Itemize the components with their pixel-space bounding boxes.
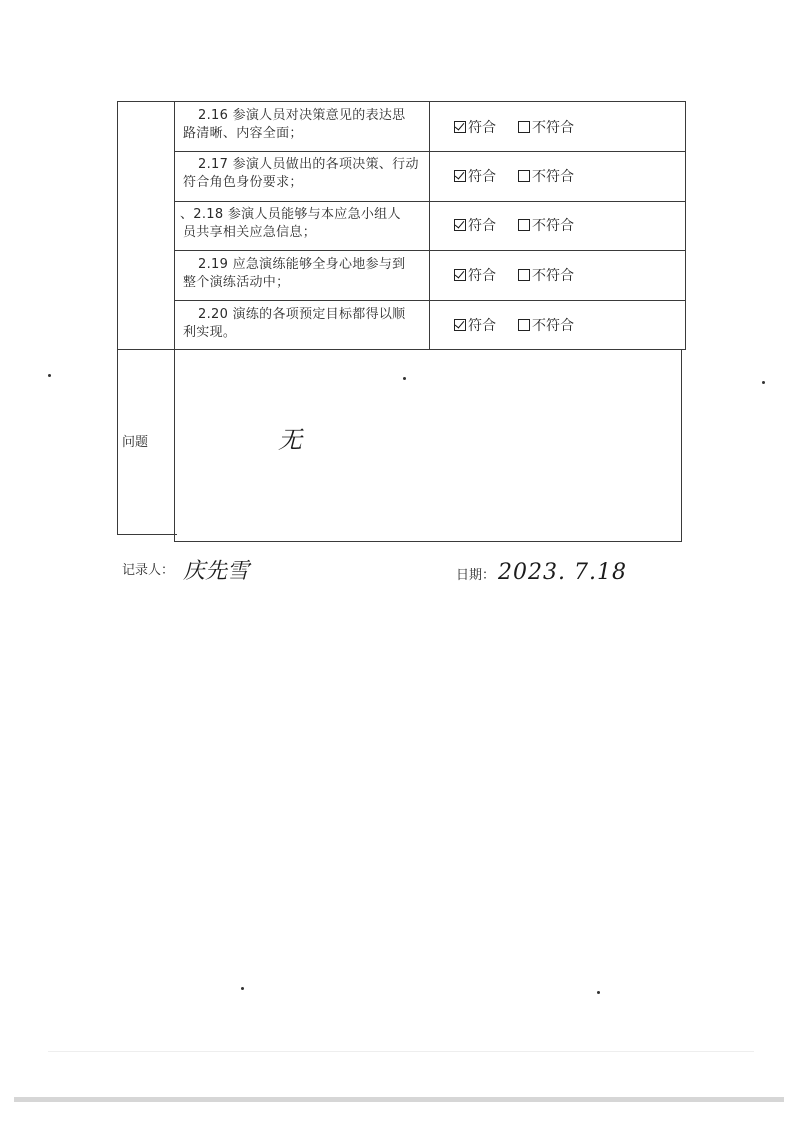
option-compliant-label: 符合 [468, 120, 496, 136]
recorder-signature: 庆先雪 [183, 559, 250, 584]
table-row-text: 利实现。 [183, 325, 237, 340]
table-border-bottom-right [174, 541, 682, 542]
checked-checkbox-icon[interactable] [454, 269, 466, 281]
table-row-text: 、2.18 参演人员能够与本应急小组人 [180, 207, 401, 222]
checked-checkbox-icon[interactable] [454, 319, 466, 331]
col-separator-1 [174, 101, 175, 542]
compliance-options [454, 117, 574, 137]
table-border-right [685, 101, 686, 350]
table-row-text: 符合角色身份要求； [183, 175, 303, 190]
option-compliant-label: 符合 [468, 268, 496, 284]
scan-bottom-edge [14, 1097, 784, 1102]
scan-speck [48, 374, 51, 377]
compliance-options [454, 315, 574, 335]
checked-checkbox-icon[interactable] [454, 170, 466, 182]
checked-checkbox-icon[interactable] [454, 219, 466, 231]
unchecked-checkbox-icon[interactable] [518, 170, 530, 182]
table-border-top [117, 101, 686, 102]
unchecked-checkbox-icon[interactable] [518, 269, 530, 281]
option-noncompliant-label: 不符合 [532, 120, 574, 136]
compliance-options [454, 215, 574, 235]
table-border-left [117, 101, 118, 535]
table-row-text: 员共享相关应急信息； [183, 225, 317, 240]
compliance-options [454, 265, 574, 285]
option-compliant-label: 符合 [468, 169, 496, 185]
scan-speck [403, 377, 406, 380]
table-row-text: 2.16 参演人员对决策意见的表达思 [198, 108, 406, 123]
problem-label: 问题 [122, 435, 149, 450]
row-separator [174, 151, 686, 152]
table-border-bottom [117, 534, 177, 535]
recorder-label: 记录人： [122, 563, 175, 578]
row-separator [117, 349, 686, 350]
row-separator [174, 250, 686, 251]
problem-handwritten-value: 无 [278, 426, 302, 454]
option-noncompliant-label: 不符合 [532, 318, 574, 334]
table-row-text: 2.17 参演人员做出的各项决策、行动 [198, 157, 419, 172]
table-border-right-lower [681, 350, 682, 542]
row-separator [174, 201, 686, 202]
table-row-text: 整个演练活动中； [183, 275, 290, 290]
scan-speck [762, 381, 765, 384]
unchecked-checkbox-icon[interactable] [518, 121, 530, 133]
unchecked-checkbox-icon[interactable] [518, 319, 530, 331]
scan-speck [597, 991, 600, 994]
compliance-options [454, 166, 574, 186]
option-noncompliant-label: 不符合 [532, 169, 574, 185]
table-row-text: 2.19 应急演练能够全身心地参与到 [198, 257, 406, 272]
option-compliant-label: 符合 [468, 318, 496, 334]
unchecked-checkbox-icon[interactable] [518, 219, 530, 231]
table-row-text: 2.20 演练的各项预定目标都得以顺 [198, 307, 406, 322]
col-separator-2 [429, 101, 430, 350]
checked-checkbox-icon[interactable] [454, 121, 466, 133]
option-noncompliant-label: 不符合 [532, 268, 574, 284]
date-label: 日期： [456, 568, 496, 583]
option-compliant-label: 符合 [468, 218, 496, 234]
option-noncompliant-label: 不符合 [532, 218, 574, 234]
date-handwritten-value: 2023. 7.18 [498, 560, 627, 585]
scan-speck [241, 987, 244, 990]
table-row-text: 路清晰、内容全面； [183, 126, 303, 141]
scan-faint-line [48, 1051, 754, 1052]
row-separator [174, 300, 686, 301]
